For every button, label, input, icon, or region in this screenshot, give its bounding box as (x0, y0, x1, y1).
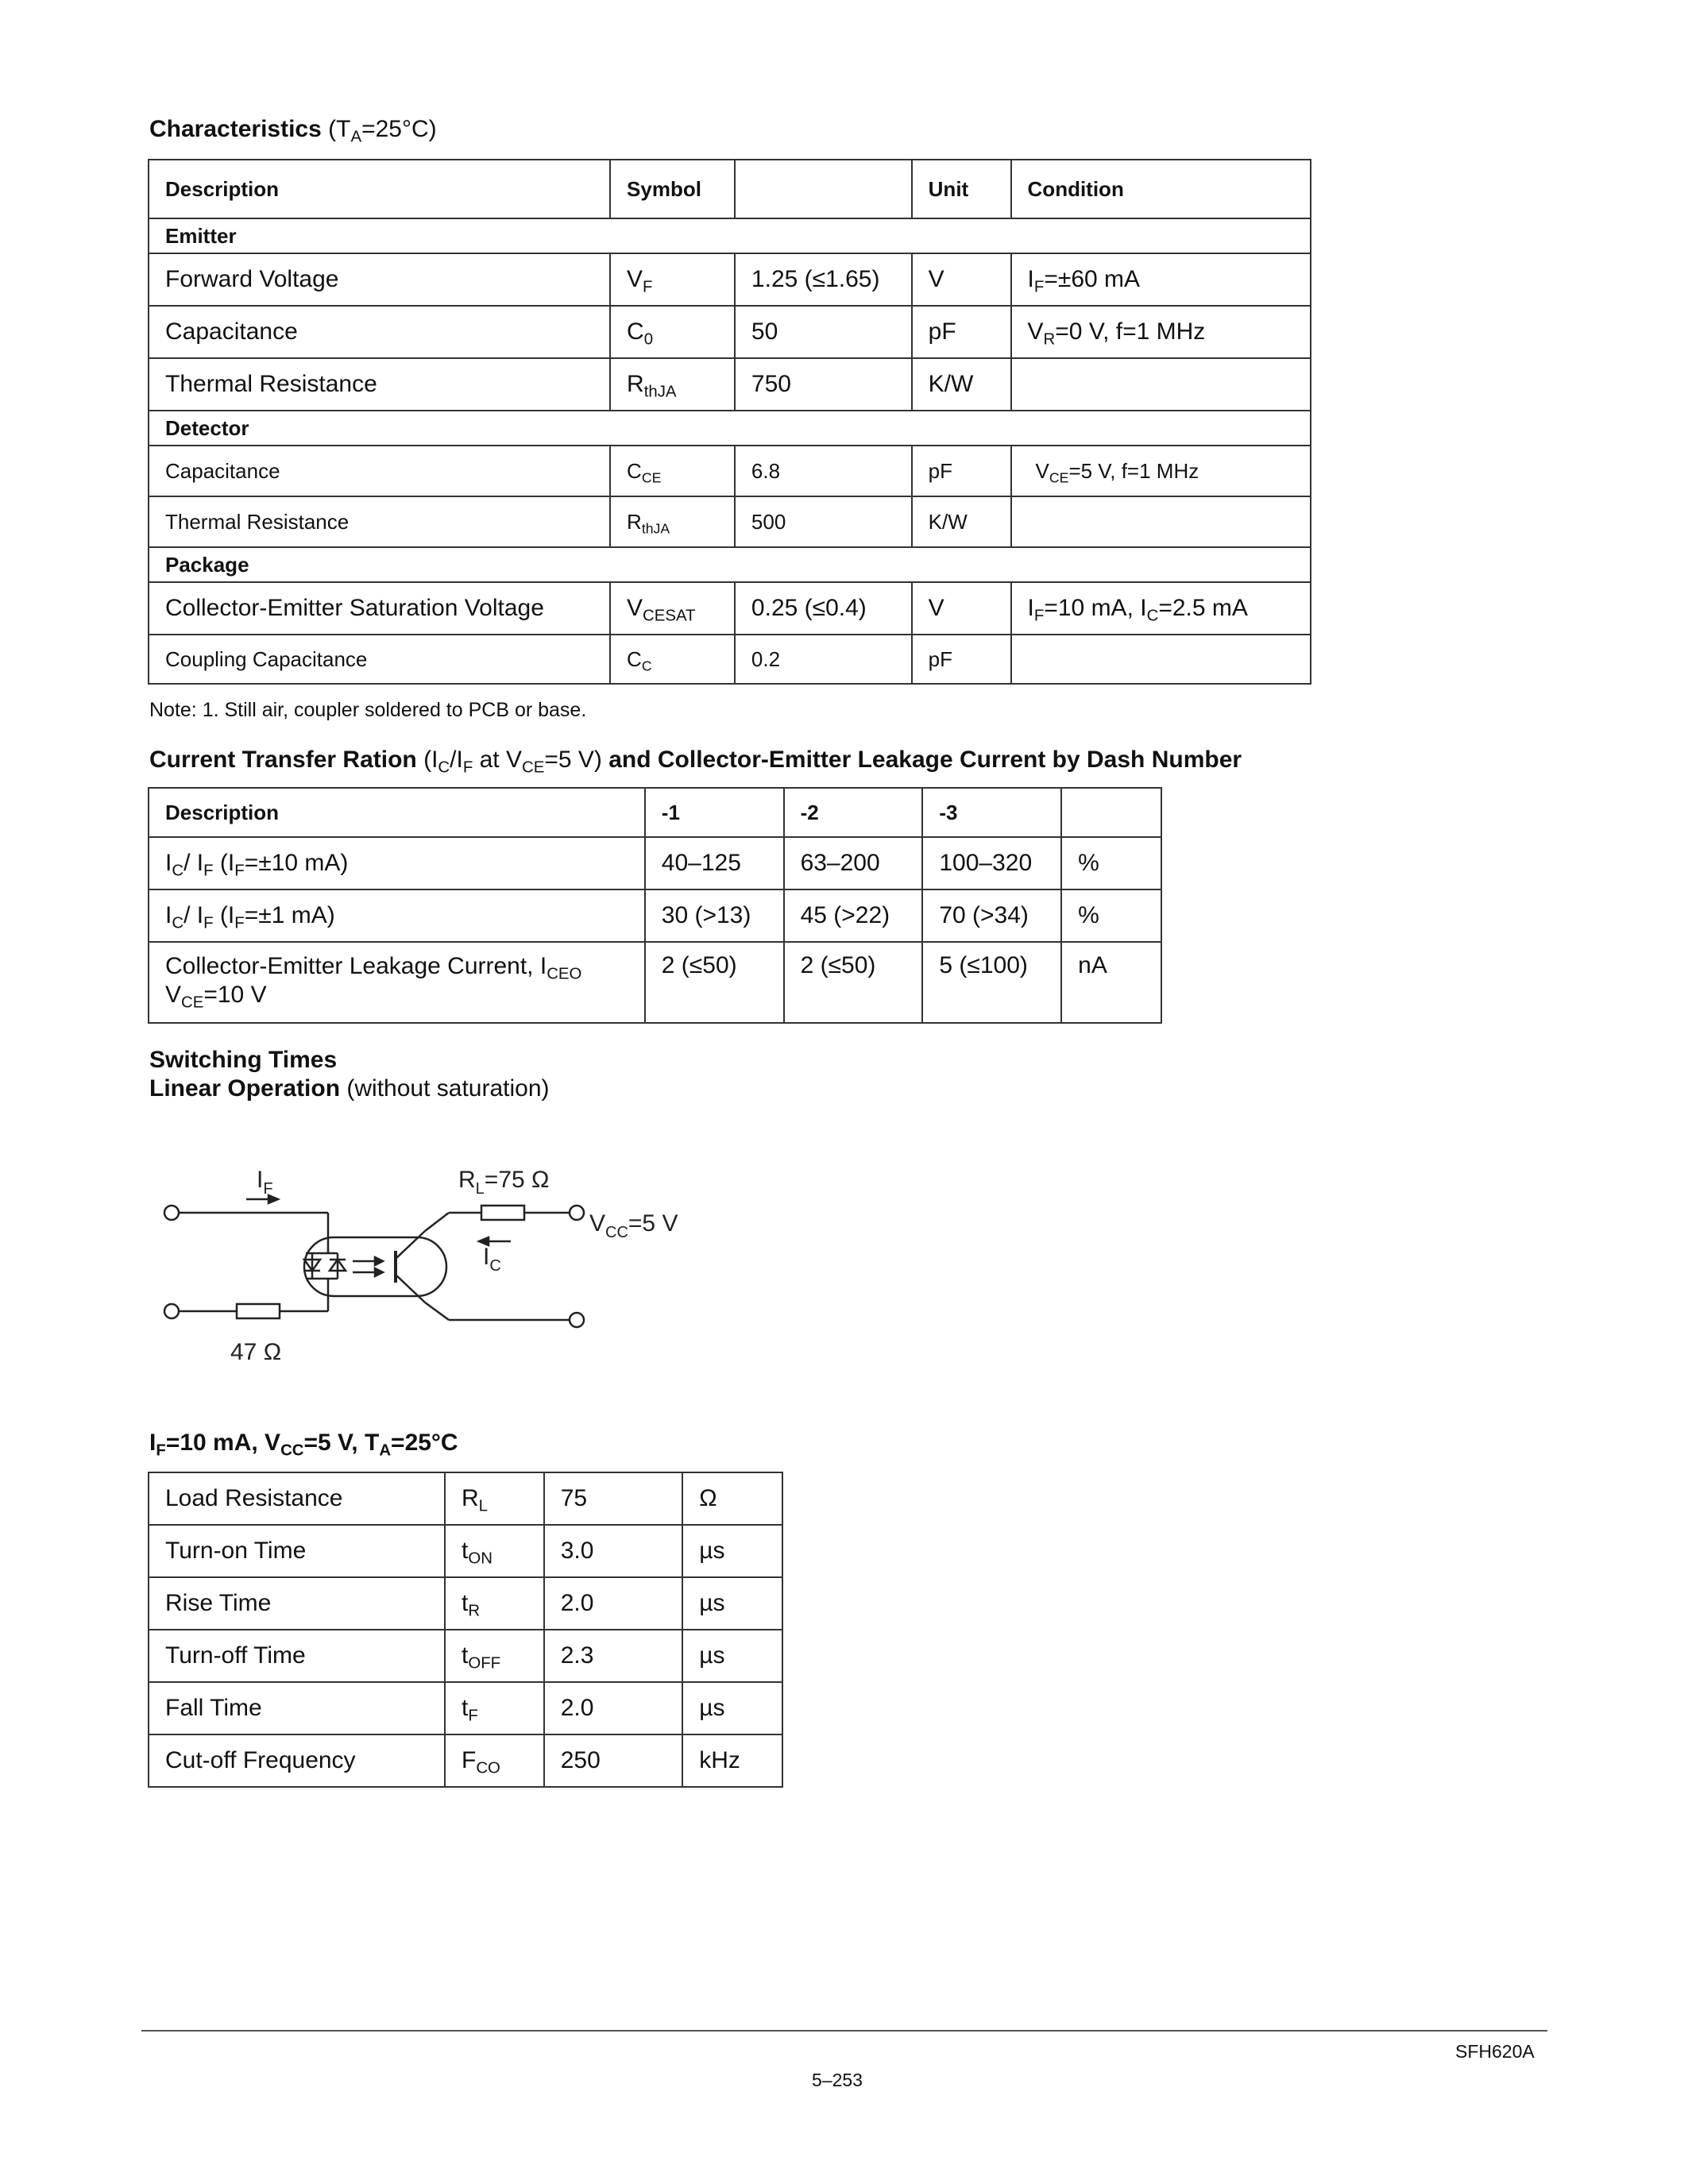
table-header-row: Description Symbol Unit Condition (149, 160, 1311, 218)
footer-part-number: SFH620A (1455, 2041, 1535, 2062)
table-row: $I_C/$ $I_F$ ($I_F=\pm 10$ mA) 40–125 63–200 100–320 % (149, 837, 1161, 889)
if-label: $I_F$ (257, 1167, 273, 1198)
test-circuit-diagram (143, 1152, 715, 1382)
table-row: Collector-Emitter Leakage Current, $I_{CEO}$ $V_{CE}=10$ V 2 (≤50) 2 (≤50) 5 (≤100) nA (149, 942, 1161, 1023)
terminal-out (570, 1313, 584, 1327)
rl-label: $R_L=75$ Ω (458, 1167, 550, 1198)
ic-label: $I_C$ (483, 1244, 501, 1275)
switching-subtitle: Linear Operation (without saturation) (149, 1075, 550, 1102)
table-row: Collector-Emitter Saturation Voltage $V_{CESAT}$ 0.25 (≤0.4) V $I_F=10$ mA, $I_C=2.5$ mA (149, 582, 1311, 635)
table-row: Capacitance $C_{CE}$ 6.8 pF $V_{CE}=5$ V, f=1 MHz (149, 446, 1311, 496)
vcc-label: $V_{CC}=5$ V (589, 1210, 678, 1241)
table-row: Thermal Resistance $R_{thJA}$ 750 K/W (149, 358, 1311, 411)
terminal-in-top (164, 1206, 179, 1220)
table-row: Cut-off Frequency $F_{CO}$ 250 kHz (149, 1734, 782, 1787)
group-row-emitter: Emitter (149, 218, 1311, 253)
r47-label: 47 Ω (230, 1339, 282, 1365)
characteristics-heading: Characteristics $(T_A=25^\circ C)$ (149, 116, 437, 146)
ctr-table (148, 787, 1162, 1024)
table-row: Turn-off Time $t_{OFF}$ 2.3 µs (149, 1630, 782, 1682)
switching-table (148, 1472, 783, 1788)
table-row: Coupling Capacitance $C_C$ 0.2 pF (149, 635, 1311, 684)
table-row: $I_C/$ $I_F$ ($I_F=\pm 1$ mA) 30 (>13) 45 (>22) 70 (>34) % (149, 889, 1161, 942)
ctr-heading: Current Transfer Ration ($I_C/I_F$ at $V_{CE}=5$ V) and Collector-Emitter Leakage Current by Dash Number (149, 747, 1242, 777)
table-row: Thermal Resistance $R_{thJA}$ 500 K/W (149, 496, 1311, 547)
table-row: Fall Time $t_F$ 2.0 µs (149, 1682, 782, 1734)
resistor-47 (237, 1304, 280, 1318)
table-row: Capacitance $C_0$ 50 pF $V_R=0$ V, f=1 MHz (149, 306, 1311, 358)
terminal-in-bottom (164, 1304, 179, 1318)
footer-page-number: 5–253 (812, 2070, 863, 2090)
resistor-rl (481, 1206, 524, 1220)
table-header-row: Description -1 -2 -3 (149, 788, 1161, 837)
table-row: Rise Time $t_R$ 2.0 µs (149, 1577, 782, 1630)
table-row: Load Resistance $R_L$ 75 Ω (149, 1472, 782, 1525)
characteristics-note: Note: 1. Still air, coupler soldered to PCB or base. (149, 699, 587, 721)
characteristics-table (148, 159, 1311, 685)
table-row: Forward Voltage $V_F$ 1.25 (≤1.65) V $I_F=\pm 60$ mA (149, 253, 1311, 306)
group-row-detector: Detector (149, 411, 1311, 446)
terminal-vcc (570, 1206, 584, 1220)
table-row: Turn-on Time $t_{ON}$ 3.0 µs (149, 1525, 782, 1577)
switching-title: Switching Times (149, 1047, 338, 1073)
group-row-package: Package (149, 547, 1311, 582)
footer-rule (141, 2030, 1547, 2032)
switching-conditions: $I_F=10$ mA, $V_{CC}=5$ V, $T_A=25^\circ C$ (149, 1430, 458, 1460)
optocoupler-package (304, 1237, 446, 1296)
